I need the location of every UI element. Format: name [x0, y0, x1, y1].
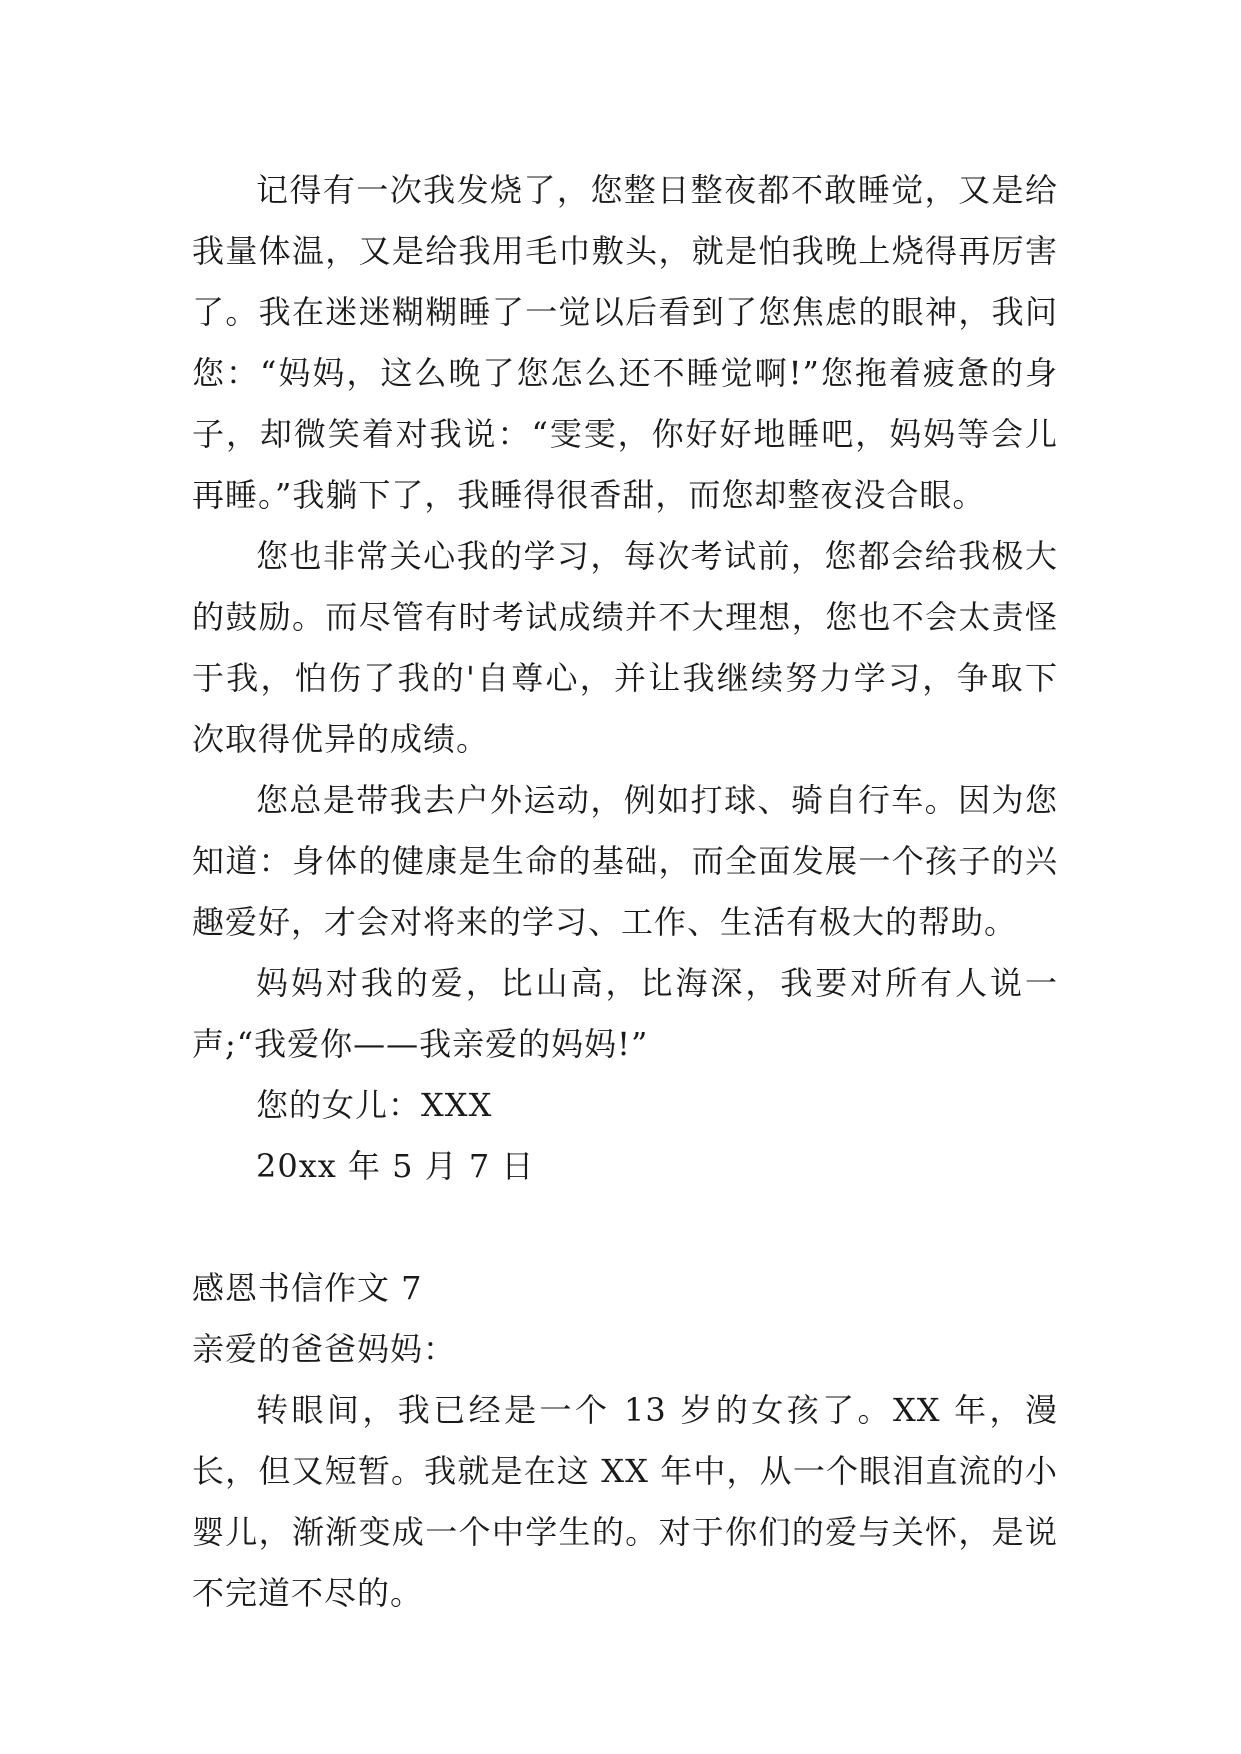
paragraph-growing-up: 转眼间，我已经是一个 13 岁的女孩了。XX 年，漫长，但又短暂。我就是在这 XX 年中，从一个眼泪直流的小婴儿，渐渐变成一个中学生的。对于你们的爱与关怀，是说不完道不尽的。 [192, 1391, 1058, 1612]
signature: 您的女儿：XXX [256, 1086, 493, 1124]
paragraph-sports: 您总是带我去户外运动，例如打球、骑自行车。因为您知道：身体的健康是生命的基础，而全面发展一个孩子的兴趣爱好，才会对将来的学习、工作、生活有极大的帮助。 [192, 781, 1058, 941]
section-title: 感恩书信作文 7 [192, 1269, 423, 1307]
paragraph-study: 您也非常关心我的学习，每次考试前，您都会给我极大的鼓励。而尽管有时考试成绩并不大理想，您也不会太责怪于我，怕伤了我的'自尊心，并让我继续努力学习，争取下次取得优异的成绩。 [192, 537, 1058, 758]
document-body [192, 160, 1058, 1624]
letter-date: 20xx 年 5 月 7 日 [256, 1147, 535, 1185]
paragraph-love: 妈妈对我的爱，比山高，比海深，我要对所有人说一声;“我爱你——我亲爱的妈妈!” [192, 964, 1058, 1063]
salutation: 亲爱的爸爸妈妈： [192, 1330, 457, 1368]
section-gap [192, 1197, 1058, 1258]
paragraph-fever: 记得有一次我发烧了，您整日整夜都不敢睡觉，又是给我量体温，又是给我用毛巾敷头，就是怕我晚上烧得再厉害了。我在迷迷糊糊睡了一觉以后看到了您焦虑的眼神，我问您：“妈妈，这么晚了您怎么还不睡觉啊!”您拖着疲惫的身子，却微笑着对我说：“雯雯，你好好地睡吧，妈妈等会儿再睡。”我躺下了，我睡得很香甜，而您却整夜没合眼。 [192, 171, 1058, 514]
